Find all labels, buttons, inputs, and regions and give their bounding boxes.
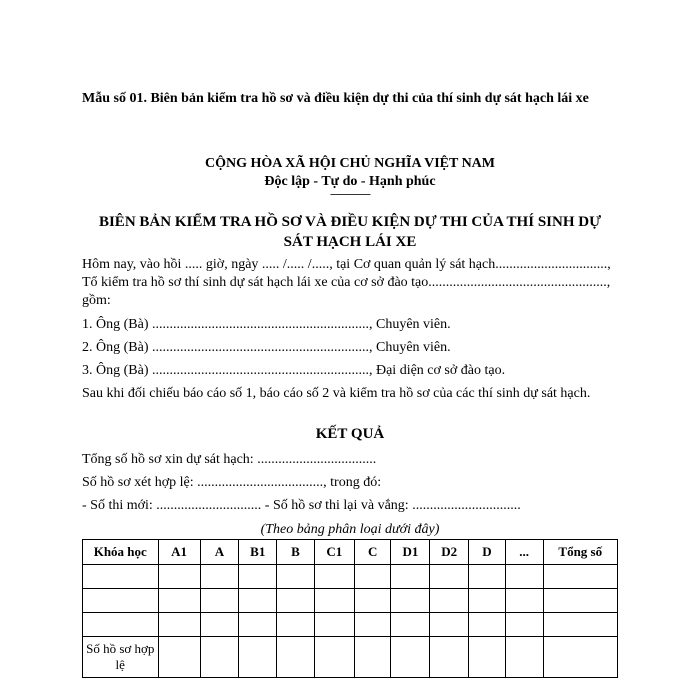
table-cell[interactable]: [277, 613, 315, 637]
member-2: 2. Ông (Bà) .............................................................., Chuyên viên.: [82, 340, 451, 355]
table-cell[interactable]: [354, 613, 391, 637]
table-cell[interactable]: [505, 637, 543, 678]
table-cell[interactable]: [430, 613, 469, 637]
table-cell[interactable]: [543, 565, 617, 589]
table-cell[interactable]: [239, 613, 277, 637]
table-cell[interactable]: [354, 589, 391, 613]
table-header-row: [83, 540, 618, 565]
intro-paragraph: Hôm nay, vào hồi ..... giờ, ngày ..... /..... /....., tại Cơ quan quản lý sát hạch................................, Tổ kiểm tra hồ sơ thí sinh dự sát hạch lái xe của cơ sở đào tạo..................................................., gồm:: [82, 257, 611, 308]
table-cell[interactable]: [158, 613, 200, 637]
table-cell[interactable]: [505, 565, 543, 589]
table-cell[interactable]: [505, 589, 543, 613]
table-cell[interactable]: [200, 613, 239, 637]
report-title: BIÊN BẢN KIỂM TRA HỒ SƠ VÀ ĐIỀU KIỆN DỰ THI CỦA THÍ SINH DỰ SÁT HẠCH LÁI XE: [98, 214, 602, 250]
table-cell[interactable]: [239, 589, 277, 613]
table-cell[interactable]: [200, 589, 239, 613]
table-cell[interactable]: [469, 565, 506, 589]
table-cell[interactable]: [200, 565, 239, 589]
table-cell[interactable]: [314, 637, 354, 678]
table-cell[interactable]: [391, 565, 430, 589]
table-cell[interactable]: [391, 637, 430, 678]
table-cell[interactable]: [314, 613, 354, 637]
table-cell[interactable]: [239, 565, 277, 589]
header-b: B: [277, 540, 315, 565]
table-caption: (Theo bảng phân loại dưới đây): [260, 522, 440, 537]
valid-count-row: [83, 637, 618, 678]
table-cell[interactable]: [83, 565, 159, 589]
table-cell[interactable]: [277, 637, 315, 678]
table-cell[interactable]: [314, 565, 354, 589]
table-cell[interactable]: [158, 589, 200, 613]
table-cell[interactable]: [158, 565, 200, 589]
table-cell[interactable]: [83, 589, 159, 613]
header-total: Tổng số: [543, 540, 617, 565]
member-1: 1. Ông (Bà) .............................................................., Chuyên viên.: [82, 317, 451, 332]
form-number-title: Mẫu số 01. Biên bản kiểm tra hồ sơ và điều kiện dự thi của thí sinh dự sát hạch lái xe: [82, 91, 589, 106]
table-cell[interactable]: [314, 589, 354, 613]
valid-applications: Số hồ sơ xét hợp lệ: ...................................., trong đó:: [82, 475, 382, 490]
table-cell[interactable]: [430, 589, 469, 613]
classification-table: [82, 539, 618, 678]
table-cell[interactable]: [430, 565, 469, 589]
header-c1: C1: [314, 540, 354, 565]
verification-paragraph: Sau khi đối chiếu báo cáo số 1, báo cáo số 2 và kiểm tra hồ sơ của các thí sinh dự sát hạch.: [82, 386, 591, 401]
header-a: A: [200, 540, 239, 565]
header-ellipsis: ...: [505, 540, 543, 565]
header-d: D: [469, 540, 506, 565]
table-cell[interactable]: [158, 637, 200, 678]
table-cell[interactable]: [543, 589, 617, 613]
table-cell[interactable]: [277, 565, 315, 589]
table-cell[interactable]: [469, 613, 506, 637]
table-cell[interactable]: [469, 637, 506, 678]
table-cell[interactable]: [543, 613, 617, 637]
table-cell[interactable]: [354, 637, 391, 678]
header-b1: B1: [239, 540, 277, 565]
header-c: C: [354, 540, 391, 565]
table-row: [83, 589, 618, 613]
total-applications: Tổng số hồ sơ xin dự sát hạch: ..................................: [82, 452, 377, 467]
country-name: CỘNG HÒA XÃ HỘI CHỦ NGHĨA VIỆT NAM: [204, 156, 495, 171]
header-d2: D2: [430, 540, 469, 565]
table-cell[interactable]: [391, 589, 430, 613]
result-heading: KẾT QUẢ: [315, 426, 385, 442]
header-d1: D1: [391, 540, 430, 565]
national-motto: Độc lập - Tự do - Hạnh phúc: [264, 174, 436, 189]
valid-count-label: Số hồ sơ hợp lệ: [83, 637, 159, 678]
table-row: [83, 565, 618, 589]
header-course: Khóa học: [83, 540, 159, 565]
motto-underline: ---------------: [330, 188, 370, 200]
table-cell[interactable]: [239, 637, 277, 678]
member-3: 3. Ông (Bà) .............................................................., Đại diện cơ sở đào tạo.: [82, 363, 506, 378]
table-cell[interactable]: [391, 613, 430, 637]
table-cell[interactable]: [83, 613, 159, 637]
new-and-retake-counts: - Số thi mới: .............................. - Số hồ sơ thi lại và vắng: ...............................: [82, 498, 521, 513]
table-row: [83, 613, 618, 637]
table-cell[interactable]: [505, 613, 543, 637]
table-cell[interactable]: [469, 589, 506, 613]
table-cell[interactable]: [277, 589, 315, 613]
header-a1: A1: [158, 540, 200, 565]
table-cell[interactable]: [354, 565, 391, 589]
table-cell[interactable]: [430, 637, 469, 678]
table-cell[interactable]: [543, 637, 617, 678]
table-cell[interactable]: [200, 637, 239, 678]
